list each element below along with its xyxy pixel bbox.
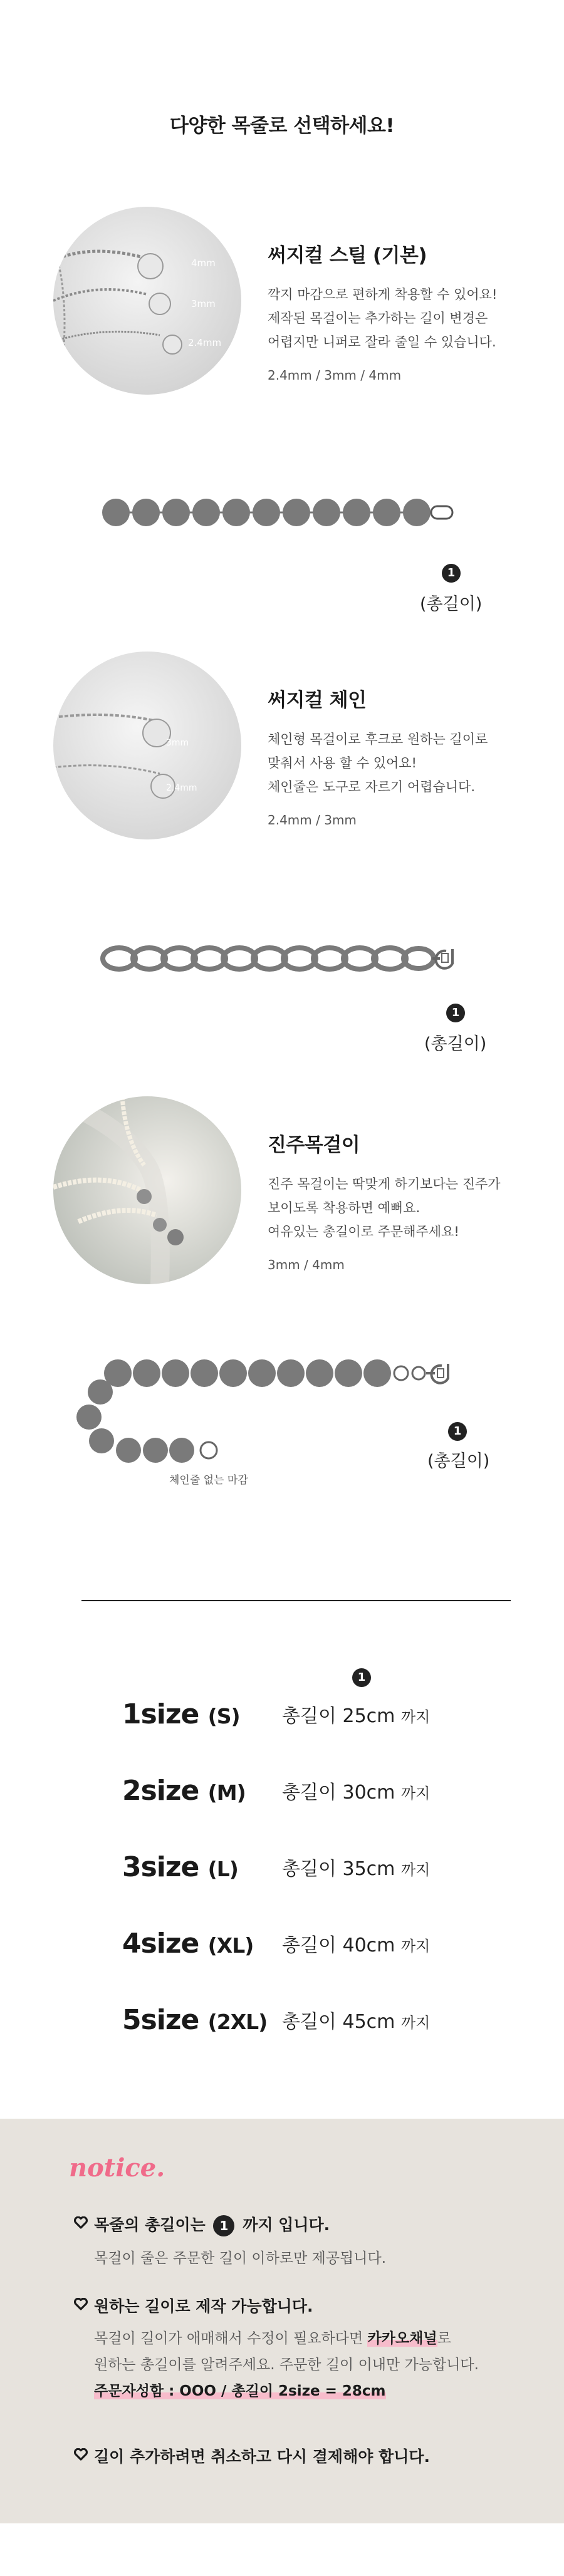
notice-body-line: 원하는 총길이를 알려주세요. 주문한 길이 이내만 가능합니다. [94,2357,479,2373]
size-length [282,1777,430,1804]
notice-body-line [94,2378,525,2404]
size-code: (XL) [207,1933,254,1958]
size-row-3 [122,1851,511,1888]
notice-head-text: 목줄의 총길이는 [94,2216,206,2234]
size-name [122,1928,253,1960]
notice-item-2 [74,2294,525,2404]
length-prefix: 총길이 [282,1935,337,1956]
product-name: 써지컬 체인 [268,689,367,712]
size-name [122,2004,267,2036]
total-length-badge: 1 [446,1004,465,1022]
pearl-necklace-photo [53,1096,241,1284]
size-label: 1size [122,1698,199,1730]
size-length [282,1929,430,1957]
length-value: 40cm [342,1935,395,1956]
size-label: 4size [122,1928,199,1960]
product-description [268,727,543,799]
heart-icon [74,2446,88,2464]
notice-body-text: 로 [437,2330,451,2347]
notice-body-line [94,2325,525,2352]
size-name [122,1775,246,1807]
product-info-pearl [268,1129,543,1272]
notice-head-text: 까지 입니다. [243,2216,330,2234]
photo-label-4mm: 4mm [191,257,216,269]
product-description [268,1172,543,1244]
desc-line: 진주 목걸이는 딱맞게 하기보다는 진주가 [268,1176,501,1192]
steel-chain-photo [53,652,241,839]
product-info-surgical-steel [268,239,543,383]
size-row-4 [122,1927,511,1965]
steel-bead-chain-photo [53,207,241,395]
desc-line: 제작된 목걸이는 추가하는 길이 변경은 [268,311,488,326]
length-prefix: 총길이 [282,2011,337,2033]
product-description [268,283,543,354]
length-suffix: 까지 [400,1785,431,1802]
desc-line: 보이도록 착용하면 예뻐요. [268,1200,420,1215]
desc-line: 깍지 마감으로 편하게 착용할 수 있어요! [268,287,498,302]
size-label: 2size [122,1775,199,1807]
notice-head-text: 원하는 길이로 제작 가능합니다. [94,2297,313,2315]
size-code: (2XL) [207,2010,268,2034]
size-name [122,1698,240,1730]
total-length-label: (총길이) [427,1452,490,1471]
size-length [282,1700,430,1728]
bead-chain-diagram [0,482,564,626]
desc-line: 여유있는 총길이로 주문해주세요! [268,1224,459,1239]
product-photo-surgical-steel [53,207,241,395]
notice-item-heading [74,2444,525,2467]
product-info-surgical-chain [268,684,543,828]
product-name: 써지컬 스틸 (기본) [268,244,427,267]
notice-item-heading [74,2213,525,2236]
product-photo-pearl [53,1096,241,1284]
size-length [282,1853,430,1881]
notice-body-text: 목걸이 길이가 애매해서 수정이 필요하다면 [94,2330,363,2347]
notice-section [0,2119,564,2523]
product-sizes: 2.4mm / 3mm [268,813,357,828]
kakao-channel-highlight: 카카오채널 [367,2330,437,2347]
desc-line: 체인형 목걸이로 후크로 원하는 길이로 [268,732,488,747]
product-photo-surgical-chain [53,652,241,839]
length-prefix: 총길이 [282,1705,337,1727]
desc-line: 어렵지만 니퍼로 잘라 줄일 수 있습니다. [268,335,496,350]
clasp-note: 체인줄 없는 마감 [169,1474,248,1487]
total-length-badge: 1 [442,564,461,583]
size-code: (M) [207,1780,246,1805]
product-sizes: 3mm / 4mm [268,1257,345,1272]
notice-item-heading [74,2294,525,2317]
heart-icon [74,2296,88,2314]
length-prefix: 총길이 [282,1858,337,1880]
length-prefix: 총길이 [282,1782,337,1804]
notice-title: notice. [69,2153,165,2183]
product-name: 진주목걸이 [268,1134,360,1156]
size-row-2 [122,1774,511,1812]
size-row-5 [122,2003,511,2041]
total-length-label: (총길이) [420,595,483,614]
page-title: 다양한 목줄로 선택하세요! [169,115,395,137]
section-divider [81,1600,511,1601]
product-sizes: 2.4mm / 3mm / 4mm [268,368,402,383]
desc-line: 체인줄은 도구로 자르기 어렵습니다. [268,779,475,794]
notice-item-3 [74,2444,525,2467]
heart-icon [74,2215,88,2233]
size-label: 3size [122,1851,199,1883]
notice-item-1 [74,2213,525,2272]
length-suffix: 까지 [400,1708,431,1726]
total-length-badge: 1 [448,1422,467,1441]
length-value: 30cm [342,1782,395,1804]
size-header-badge: 1 [352,1668,371,1687]
order-example-highlight: 주문자성함 : OOO / 총길이 2size = 28cm [94,2383,386,2399]
size-row-1 [122,1698,511,1735]
desc-line: 맞춰서 사용 할 수 있어요! [268,756,417,771]
bead-chain-svg [0,482,564,558]
photo-label-2-4mm: 2.4mm [188,337,222,348]
length-value: 25cm [342,1705,395,1727]
size-name [122,1851,238,1883]
size-label: 5size [122,2004,199,2036]
pearl-chain-diagram [0,1347,564,1510]
photo-label-3mm: 3mm [166,738,189,748]
length-suffix: 까지 [400,1861,431,1879]
length-value: 45cm [342,2011,395,2033]
size-code: (S) [207,1704,240,1728]
size-length [282,2006,430,2033]
total-length-label: (총길이) [424,1034,487,1054]
size-code: (L) [207,1857,238,1881]
length-suffix: 까지 [400,2014,431,2032]
length-suffix: 까지 [400,1938,431,1955]
link-chain-diagram [0,921,564,1065]
notice-badge: 1 [213,2215,234,2236]
length-value: 35cm [342,1858,395,1880]
notice-item-body: 목걸이 줄은 주문한 길이 이하로만 제공됩니다. [94,2250,387,2267]
notice-head-text: 길이 추가하려면 취소하고 다시 결제해야 합니다. [94,2448,431,2466]
photo-label-2-4mm: 2.4mm [166,783,197,793]
link-chain-svg [0,921,564,1002]
notice-item-body [74,2325,525,2404]
photo-label-3mm: 3mm [191,298,216,309]
